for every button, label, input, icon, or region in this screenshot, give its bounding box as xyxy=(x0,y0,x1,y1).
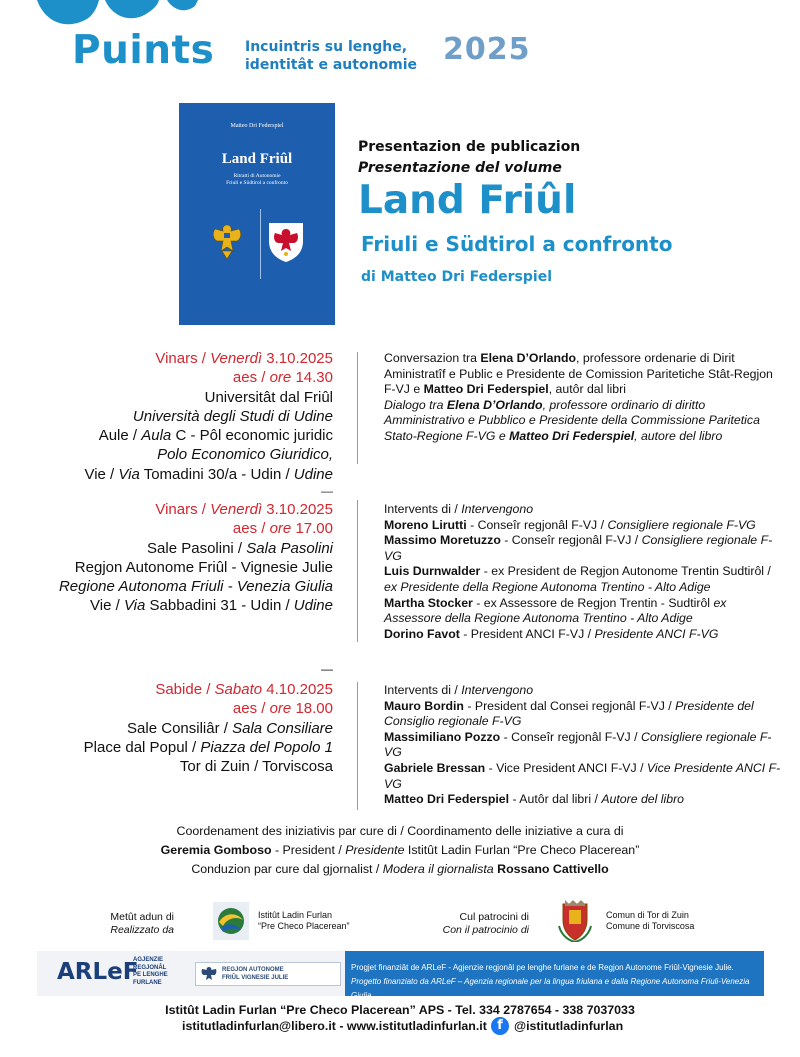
header-year: 2025 xyxy=(443,32,531,67)
moderator-line: Conduzion par cure dal gjornalist / Modera il giornalista Rossano Cattivello xyxy=(191,862,609,876)
event-3-speakers xyxy=(384,683,784,808)
book-title: Land Friûl xyxy=(358,178,577,223)
cover-subtitle-line2: Friuli e Südtirol a confronto xyxy=(226,180,288,186)
regione-text: REGJON AUTONOME FRIÛL VIGNESIE JULIE xyxy=(222,967,289,981)
event-2-room: Sale Pasolini / Sala Pasolini xyxy=(147,539,333,557)
event-1-description-ita: Dialogo tra Elena D’Orlando, professore ordinario di diritto Amministrativo e Pubblico e Presidente della Commissione Paritetica Stato-Regione F-VG e Matteo Dri Federspiel, autore del libro xyxy=(384,397,760,443)
speaker: Massimo Moretuzzo - Conseîr regjonâl F-VJ / Consigliere regionale F-VG xyxy=(384,533,773,563)
patronage-label: Cul patrocini di Con il patrocinio di xyxy=(442,911,529,936)
presentation-label-friulian: Presentazion de publicazion xyxy=(358,139,581,155)
coordination-line: Coordenament des iniziativis par cure di / Coordinamento delle iniziative a cura di xyxy=(176,824,624,838)
event-1-date: Vinars / Venerdì 3.10.2025 xyxy=(155,350,333,367)
regione-eagle-icon xyxy=(200,966,218,982)
event-3-time: aes / ore 18.00 xyxy=(232,700,333,718)
regione-logo xyxy=(195,962,341,986)
event-3-divider xyxy=(357,682,358,810)
tagline-line2: identitât e autonomie xyxy=(245,57,418,73)
made-by-label: Metût adun di Realizzato da xyxy=(110,911,174,936)
book-subtitle: Friuli e Südtirol a confronto xyxy=(361,232,673,256)
istitut-ladin-furlan-logo-icon xyxy=(213,902,249,940)
speaker: Dorino Favot - President ANCI F-VJ / Presidente ANCI F-VG xyxy=(384,626,719,641)
made-by-name: Istitût Ladin Furlan “Pre Checo Placerean” xyxy=(258,910,350,931)
event-1-time: aes / ore 14.30 xyxy=(232,369,333,387)
speaker: Luis Durnwalder - ex President de Regjon Autonome Trentin Sudtirôl / ex Presidente della Regione Autonoma Trentino - Alto Adige xyxy=(384,564,771,594)
arlef-logo: ARLeF xyxy=(57,959,139,985)
event-2-venue-ita: Regione Autonoma Friuli - Venezia Giulia xyxy=(58,578,333,596)
contact-email-web[interactable]: istitutladinfurlan@libero.it - www.istitutladinfurlan.it xyxy=(182,1019,487,1033)
event-1-building-ita: Polo Economico Giuridico, xyxy=(157,446,333,464)
torviscosa-coat-of-arms-icon xyxy=(555,898,595,942)
cover-title: Land Friûl xyxy=(221,151,293,167)
event-2-time: aes / ore 17.00 xyxy=(232,520,333,538)
credits xyxy=(0,822,800,879)
speaker: Gabriele Bressan - Vice President ANCI F-VJ / Vice Presidente ANCI F-VG xyxy=(384,760,781,791)
funding-text: Progjet finanziât de ARLeF - Agjenzie regjonâl pe lenghe furlane e de Regjon Autonome Friûl-Vignesie Julie. Progetto finanziato da ARLeF – Agenzia regionale per la lingua friulana e dalla Regione Autonoma Friuli-Venezia Giulia. xyxy=(351,963,750,1000)
cover-subtitle xyxy=(179,173,335,187)
cover-divider xyxy=(260,209,261,279)
event-1-address: Vie / Via Tomadini 30/a - Udin / Udine xyxy=(84,465,333,483)
facebook-handle[interactable]: @istitutladinfurlan xyxy=(514,1019,624,1033)
event-1-venue-fur: Universitât dal Friûl xyxy=(204,388,333,406)
facebook-icon[interactable]: f xyxy=(491,1017,509,1035)
event-3-room: Sale Consiliâr / Sala Consiliare xyxy=(127,719,333,737)
event-1-description xyxy=(384,351,784,445)
friuli-eagle-crest-icon xyxy=(209,221,245,263)
header-tagline xyxy=(245,38,417,74)
speaker: Matteo Dri Federspiel - Autôr dal libri / Autore del libro xyxy=(384,792,685,807)
event-1-details xyxy=(84,349,333,498)
event-1-room: Aule / Aula C - Pôl economic juridic xyxy=(98,427,333,445)
puints-logo-text: Puints xyxy=(72,28,215,73)
contact-line: Istitût Ladin Furlan “Pre Checo Placerean” APS - Tel. 334 2787654 - 338 7037033 xyxy=(165,1003,635,1017)
funding-logos xyxy=(37,951,345,996)
book-byline: di Matteo Dri Federspiel xyxy=(361,269,553,285)
event-3-square: Place dal Popul / Piazza del Popolo 1 xyxy=(83,738,333,756)
speaker: Massimiliano Pozzo - Conseîr regjonâl F-VJ / Consigliere regionale F-VG xyxy=(384,729,772,760)
event-separator: — xyxy=(321,662,333,676)
coordinator-line: Geremia Gomboso - President / Presidente Istitût Ladin Furlan “Pre Checo Placerean” xyxy=(160,843,640,857)
tyrol-eagle-crest-icon xyxy=(267,221,305,263)
funding-band xyxy=(37,951,764,1000)
event-2-date: Vinars / Venerdì 3.10.2025 xyxy=(155,501,333,518)
speaker: Moreno Lirutti - Conseîr regjonâl F-VJ / Consigliere regionale F-VG xyxy=(384,517,756,532)
speaker: Mauro Bordin - President dal Consei regjonâl F-VJ / Presidente del Consiglio regionale F-VG xyxy=(384,698,754,729)
cover-subtitle-line1: Ritratti di Autonomie xyxy=(233,173,281,179)
event-2-address: Vie / Via Sabbadini 31 - Udin / Udine xyxy=(90,597,333,615)
event-1-divider xyxy=(357,352,358,464)
patronage-name: Comun di Tor di Zuin Comune di Torviscosa xyxy=(606,910,695,931)
event-1-description-fur: Conversazion tra Elena D’Orlando, professore ordenarie di Dirit Aministratîf e Public e Presidente de Comission Paritetiche Stât-Regjon F-VJ e Matteo Dri Federspiel, autôr dal libri xyxy=(384,351,773,397)
event-2-speakers xyxy=(384,502,784,642)
event-3-speakers-title: Intervents di / Intervengono xyxy=(384,683,534,697)
event-2-details xyxy=(59,500,333,616)
event-1-venue-ita: Università degli Studi di Udine xyxy=(132,407,333,425)
event-2-divider xyxy=(357,500,358,642)
event-separator: — xyxy=(321,484,333,499)
tagline-line1: Incuintris su lenghe, xyxy=(245,39,408,55)
event-2-venue-fur: Regjon Autonome Friûl - Vignesie Julie xyxy=(74,558,333,576)
presentation-label-italian: Presentazione del volume xyxy=(358,160,562,176)
event-3-date: Sabide / Sabato 4.10.2025 xyxy=(155,681,333,698)
event-2-speakers-title: Intervents di / Intervengono xyxy=(384,502,534,516)
event-3-town: Tor di Zuin / Torviscosa xyxy=(179,758,333,776)
arlef-subtitle: AGJENZIE REGJONÂL PE LENGHE FURLANE xyxy=(133,957,168,986)
event-3-details xyxy=(84,680,333,776)
book-cover xyxy=(179,103,335,325)
speaker: Martha Stocker - ex Assessore de Regjon Trentin - Sudtirôl ex Assessore della Regione Autonoma Trentino - Alto Adige xyxy=(384,595,727,626)
cover-author: Matteo Dri Federspiel xyxy=(230,123,284,129)
